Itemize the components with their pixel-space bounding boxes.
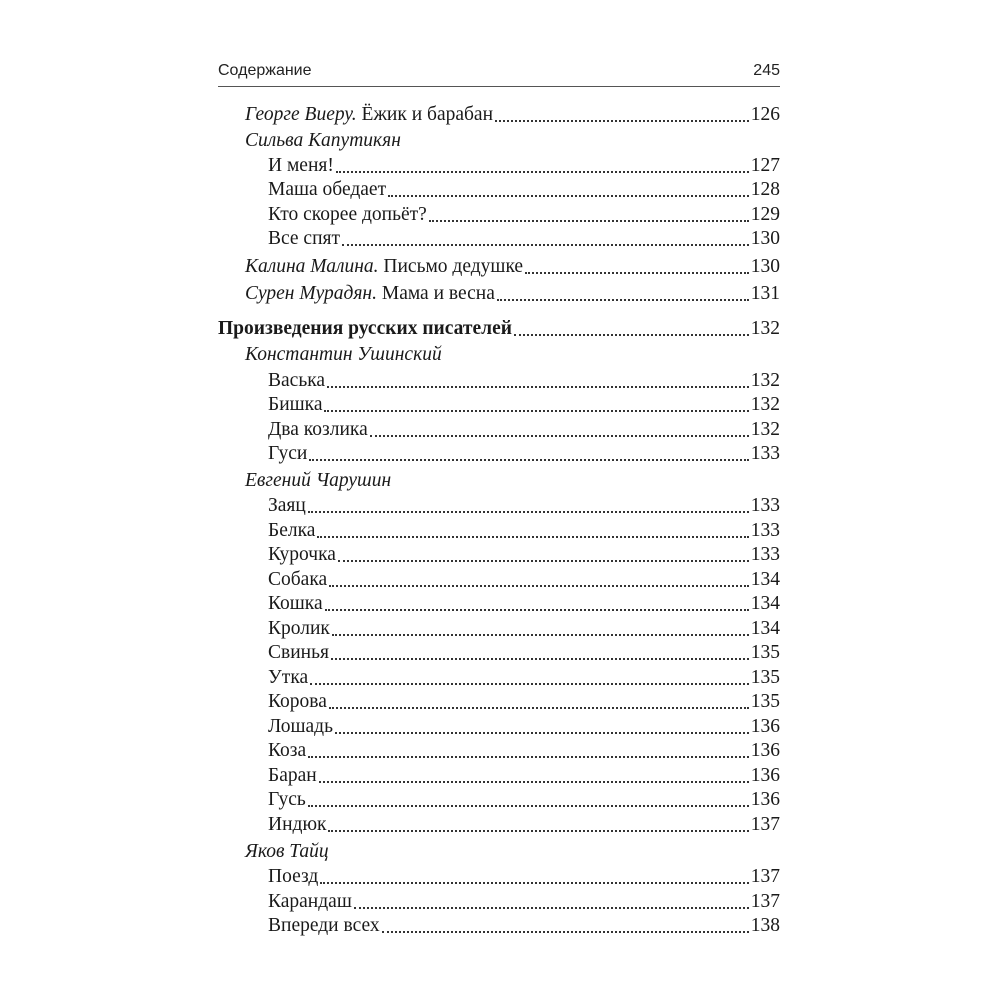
toc-entry[interactable] [218, 889, 780, 915]
toc-entry[interactable] [218, 787, 780, 813]
toc-entry-title: Бишка [268, 394, 323, 415]
toc-entry[interactable] [218, 913, 780, 939]
toc-entry[interactable] [218, 226, 780, 252]
dot-leader [310, 683, 749, 685]
dot-leader [308, 511, 749, 513]
toc-entry-page: 136 [750, 789, 780, 810]
toc-entry-title: Собака [268, 569, 328, 590]
dot-leader [342, 244, 749, 246]
toc-entry[interactable] [218, 202, 780, 228]
dot-leader [319, 781, 749, 783]
dot-leader [329, 585, 749, 587]
toc-entry-title: Баран [268, 765, 317, 786]
dot-leader [329, 707, 749, 709]
toc-entry-page: 127 [750, 155, 780, 176]
toc-entry-title: Кошка [268, 593, 323, 614]
toc-entry-title: Маша обедает [268, 179, 387, 200]
toc-entry[interactable] [218, 368, 780, 394]
toc-entry-page: 130 [750, 256, 780, 277]
dot-leader [514, 334, 749, 336]
toc-entry-title: Утка [268, 667, 309, 688]
dot-leader [309, 459, 748, 461]
toc-entry-page: 137 [750, 866, 780, 887]
dot-leader [320, 882, 749, 884]
toc-entry[interactable] [218, 738, 780, 764]
dot-leader [328, 830, 748, 832]
toc-entry-page: 128 [750, 179, 780, 200]
toc-entry[interactable] [218, 441, 780, 467]
toc-entry-title: Коза [268, 740, 307, 761]
toc-entry-title: Васька [268, 370, 326, 391]
dot-leader [388, 195, 749, 197]
toc-entry[interactable] [218, 102, 780, 128]
toc-entry-title: Поезд [268, 866, 319, 887]
toc-entry[interactable] [218, 689, 780, 715]
dot-leader [335, 732, 749, 734]
dot-leader [338, 560, 749, 562]
toc-entry-title: Корова [268, 691, 327, 712]
toc-author-name: Яков Тайц [245, 841, 329, 862]
toc-author-name: Константин Ушинский [245, 344, 442, 365]
toc-author-heading [218, 468, 780, 494]
toc-entry-title: Курочка [268, 544, 336, 565]
toc-entry[interactable] [218, 542, 780, 568]
toc-entry-title: Кто скорее допьёт? [268, 204, 427, 225]
toc-entry[interactable] [218, 254, 780, 280]
dot-leader [429, 220, 749, 222]
dot-leader [354, 907, 749, 909]
toc-entry-page: 133 [750, 495, 780, 516]
toc-entry-page: 133 [750, 544, 780, 565]
toc-entry[interactable] [218, 417, 780, 443]
toc-entry-page: 135 [750, 667, 780, 688]
toc-entry-page: 132 [750, 318, 780, 339]
toc-entry-page: 130 [750, 228, 780, 249]
toc-entry[interactable] [218, 281, 780, 307]
toc-entry[interactable] [218, 665, 780, 691]
dot-leader [308, 756, 749, 758]
dot-leader [332, 634, 749, 636]
toc-entry-page: 136 [750, 740, 780, 761]
toc-entry-title: Свинья [268, 642, 329, 663]
toc-entry[interactable] [218, 392, 780, 418]
toc-entry-title: Впереди всех [268, 915, 380, 936]
toc-entry-title: Мама и весна [376, 283, 495, 304]
toc-entry-page: 135 [750, 691, 780, 712]
toc-entry-title: Кролик [268, 618, 330, 639]
toc-entry-title: Все спят [268, 228, 341, 249]
toc-entry[interactable] [218, 493, 780, 519]
toc-author-heading [218, 342, 780, 368]
toc-entry[interactable] [218, 864, 780, 890]
toc-entry[interactable] [218, 153, 780, 179]
toc-entry[interactable] [218, 518, 780, 544]
toc-entry-title: Карандаш [268, 891, 352, 912]
toc-entry-author: Калина Малина. [245, 256, 379, 277]
toc-entry-page: 126 [750, 104, 780, 125]
toc-entry[interactable] [218, 812, 780, 838]
toc-entry-page: 136 [750, 765, 780, 786]
toc-entry[interactable] [218, 591, 780, 617]
toc-entry[interactable] [218, 567, 780, 593]
toc-entry-page: 134 [750, 569, 780, 590]
dot-leader [497, 299, 749, 301]
toc-entry-page: 133 [750, 443, 780, 464]
dot-leader [336, 171, 749, 173]
dot-leader [308, 805, 749, 807]
toc-entry-title: Ёжик и барабан [356, 104, 494, 125]
toc-entry-page: 132 [750, 394, 780, 415]
toc-section-title: Произведения русских писателей [218, 318, 512, 339]
dot-leader [525, 272, 749, 274]
toc-entry-page: 132 [750, 370, 780, 391]
toc-entry-page: 134 [750, 618, 780, 639]
toc-entry-page: 132 [750, 419, 780, 440]
toc-entry-title: Лошадь [268, 716, 333, 737]
toc-entry-title: Заяц [268, 495, 306, 516]
toc-entry[interactable] [218, 177, 780, 203]
toc-entry-title: Гусь [268, 789, 306, 810]
toc-entry-page: 136 [750, 716, 780, 737]
toc-entry-page: 133 [750, 520, 780, 541]
toc-entry-title: Гуси [268, 443, 308, 464]
dot-leader [327, 386, 749, 388]
toc-section[interactable] [218, 316, 780, 342]
toc-author-heading [218, 839, 780, 865]
toc-entry-title: Письмо дедушке [378, 256, 524, 277]
running-head [218, 60, 780, 87]
dot-leader [317, 536, 748, 538]
toc-author-name: Евгений Чарушин [245, 470, 392, 491]
dot-leader [370, 435, 749, 437]
running-head-title: Содержание [218, 62, 312, 79]
dot-leader [324, 410, 748, 412]
toc-entry-author: Сурен Мурадян. [245, 283, 377, 304]
dot-leader [331, 658, 749, 660]
toc-entry-page: 129 [750, 204, 780, 225]
dot-leader [325, 609, 749, 611]
toc-author-name: Сильва Капутикян [245, 130, 401, 151]
toc-entry-title: Белка [268, 520, 316, 541]
toc-entry-title: Два козлика [268, 419, 368, 440]
toc-entry-title: И меня! [268, 155, 334, 176]
toc-entry[interactable] [218, 616, 780, 642]
toc-entry-page: 138 [750, 915, 780, 936]
toc-entry-page: 135 [750, 642, 780, 663]
toc-entry-author: Георге Виеру. [245, 104, 357, 125]
page-number: 245 [753, 62, 780, 79]
dot-leader [382, 931, 749, 933]
dot-leader [495, 120, 749, 122]
toc-entry-page: 137 [750, 814, 780, 835]
toc-entry-page: 131 [750, 283, 780, 304]
toc-entry-page: 134 [750, 593, 780, 614]
toc-entry[interactable] [218, 763, 780, 789]
toc-entry[interactable] [218, 714, 780, 740]
toc-author-heading [218, 128, 780, 154]
toc-entry[interactable] [218, 640, 780, 666]
toc-entry-title: Индюк [268, 814, 327, 835]
toc-entry-page: 137 [750, 891, 780, 912]
